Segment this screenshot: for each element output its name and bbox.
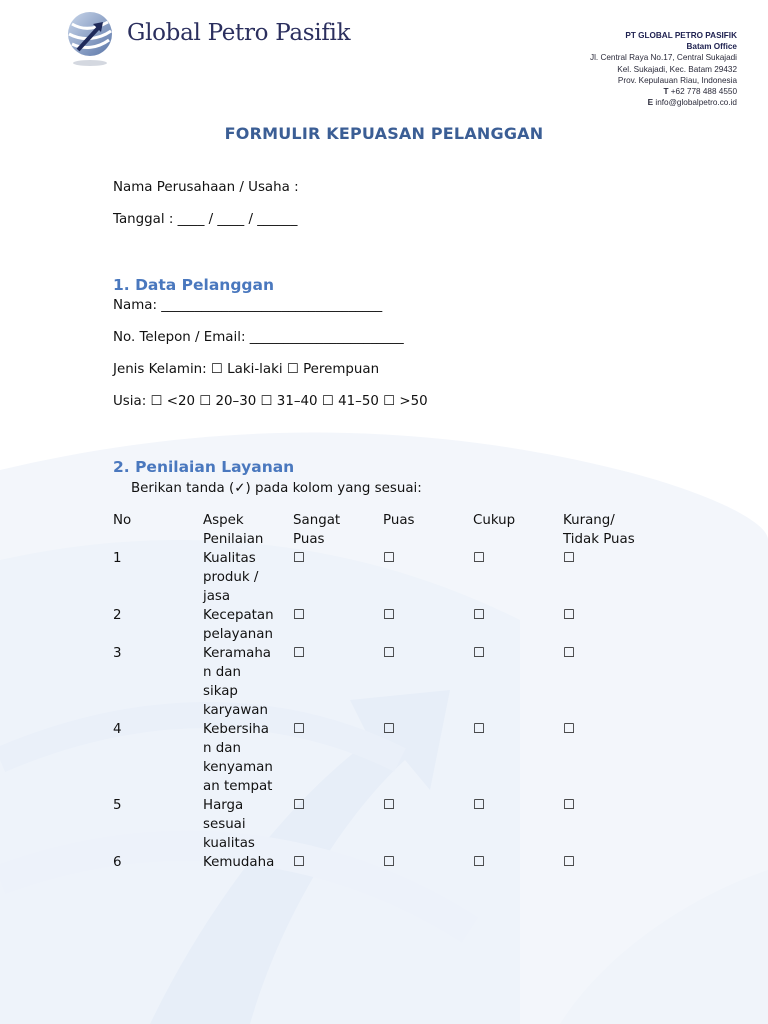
checkbox-unsatisfied[interactable]: ☐ bbox=[563, 646, 576, 661]
row-aspect: Kecepatan pelayanan bbox=[203, 608, 274, 642]
table-row bbox=[113, 606, 673, 644]
checkbox-fair[interactable]: ☐ bbox=[473, 551, 486, 566]
checkbox-satisfied[interactable]: ☐ bbox=[383, 551, 396, 566]
phone-prefix: T bbox=[663, 87, 669, 97]
checkbox-satisfied[interactable]: ☐ bbox=[383, 608, 396, 623]
form-title: FORMULIR KEPUASAN PELANGGAN bbox=[224, 124, 544, 143]
email-address: info@globalpetro.co.id bbox=[655, 98, 737, 108]
checkbox-unsatisfied[interactable]: ☐ bbox=[563, 722, 576, 737]
checkbox-unsatisfied[interactable]: ☐ bbox=[563, 551, 576, 566]
checkbox-very-satisfied[interactable]: ☐ bbox=[293, 722, 306, 737]
checkbox-fair[interactable]: ☐ bbox=[473, 722, 486, 737]
company-name: PT GLOBAL PETRO PASIFIK bbox=[625, 31, 737, 40]
phone-line bbox=[590, 86, 737, 97]
table-row bbox=[113, 644, 673, 720]
row-number: 2 bbox=[113, 608, 122, 623]
column-header-satisfied: Puas bbox=[383, 513, 415, 528]
row-number: 5 bbox=[113, 798, 122, 813]
address-line: Kel. Sukajadi, Kec. Batam 29432 bbox=[617, 64, 737, 74]
column-header-very-satisfied: Sangat Puas bbox=[293, 513, 341, 547]
date-field: Tanggal : ____ / ____ / ______ bbox=[113, 212, 298, 227]
email-line bbox=[590, 97, 737, 108]
row-number: 3 bbox=[113, 646, 122, 661]
address-line: Jl. Central Raya No.17, Central Sukajadi bbox=[590, 53, 737, 63]
column-header-fair: Cukup bbox=[473, 513, 516, 528]
row-aspect: Kemudaha bbox=[203, 855, 275, 870]
table-row bbox=[113, 853, 673, 872]
row-aspect: Keramaha n dan sikap karyawan bbox=[203, 646, 272, 718]
address-line: Prov. Kepulauan Riau, Indonesia bbox=[617, 75, 737, 85]
checkbox-satisfied[interactable]: ☐ bbox=[383, 646, 396, 661]
company-contact-block bbox=[590, 30, 737, 108]
column-header-no: No bbox=[113, 513, 132, 528]
row-aspect: Harga sesuai kualitas bbox=[203, 798, 255, 851]
column-header-unsatisfied: Kurang/ Tidak Puas bbox=[563, 513, 635, 547]
rating-table bbox=[113, 511, 673, 872]
checkbox-satisfied[interactable]: ☐ bbox=[383, 855, 396, 870]
rating-instruction: Berikan tanda (✓) pada kolom yang sesuai: bbox=[131, 481, 422, 496]
checkbox-very-satisfied[interactable]: ☐ bbox=[293, 646, 306, 661]
table-row bbox=[113, 549, 673, 606]
checkbox-very-satisfied[interactable]: ☐ bbox=[293, 551, 306, 566]
checkbox-fair[interactable]: ☐ bbox=[473, 798, 486, 813]
brand-name: Global Petro Pasifik bbox=[127, 20, 351, 46]
row-number: 6 bbox=[113, 855, 122, 870]
row-aspect: Kualitas produk / jasa bbox=[203, 551, 259, 604]
checkbox-fair[interactable]: ☐ bbox=[473, 608, 486, 623]
table-row bbox=[113, 796, 673, 853]
checkbox-very-satisfied[interactable]: ☐ bbox=[293, 608, 306, 623]
checkbox-fair[interactable]: ☐ bbox=[473, 646, 486, 661]
checkbox-satisfied[interactable]: ☐ bbox=[383, 722, 396, 737]
company-name-field: Nama Perusahaan / Usaha : bbox=[113, 180, 299, 195]
globe-arrow-logo bbox=[64, 10, 116, 68]
column-header-aspect: Aspek Penilaian bbox=[203, 513, 264, 547]
checkbox-unsatisfied[interactable]: ☐ bbox=[563, 798, 576, 813]
checkbox-unsatisfied[interactable]: ☐ bbox=[563, 855, 576, 870]
section-customer-data-title: 1. Data Pelanggan bbox=[113, 276, 275, 294]
email-prefix: E bbox=[647, 98, 654, 108]
checkbox-fair[interactable]: ☐ bbox=[473, 855, 486, 870]
section-service-rating-title: 2. Penilaian Layanan bbox=[113, 458, 295, 476]
office-name: Batam Office bbox=[686, 42, 737, 52]
gender-field: Jenis Kelamin: ☐ Laki-laki ☐ Perempuan bbox=[113, 362, 380, 377]
table-header-row bbox=[113, 511, 673, 549]
checkbox-very-satisfied[interactable]: ☐ bbox=[293, 798, 306, 813]
checkbox-very-satisfied[interactable]: ☐ bbox=[293, 855, 306, 870]
checkbox-unsatisfied[interactable]: ☐ bbox=[563, 608, 576, 623]
table-row bbox=[113, 720, 673, 796]
checkbox-satisfied[interactable]: ☐ bbox=[383, 798, 396, 813]
row-number: 4 bbox=[113, 722, 122, 737]
row-number: 1 bbox=[113, 551, 122, 566]
phone-number: +62 778 488 4550 bbox=[670, 87, 737, 97]
row-aspect: Kebersiha n dan kenyaman an tempat bbox=[203, 722, 273, 794]
age-field: Usia: ☐ <20 ☐ 20–30 ☐ 31–40 ☐ 41–50 ☐ >50 bbox=[113, 394, 428, 409]
customer-name-field: Nama: _________________________________ bbox=[113, 298, 383, 313]
contact-field: No. Telepon / Email: _______________________ bbox=[113, 330, 404, 345]
